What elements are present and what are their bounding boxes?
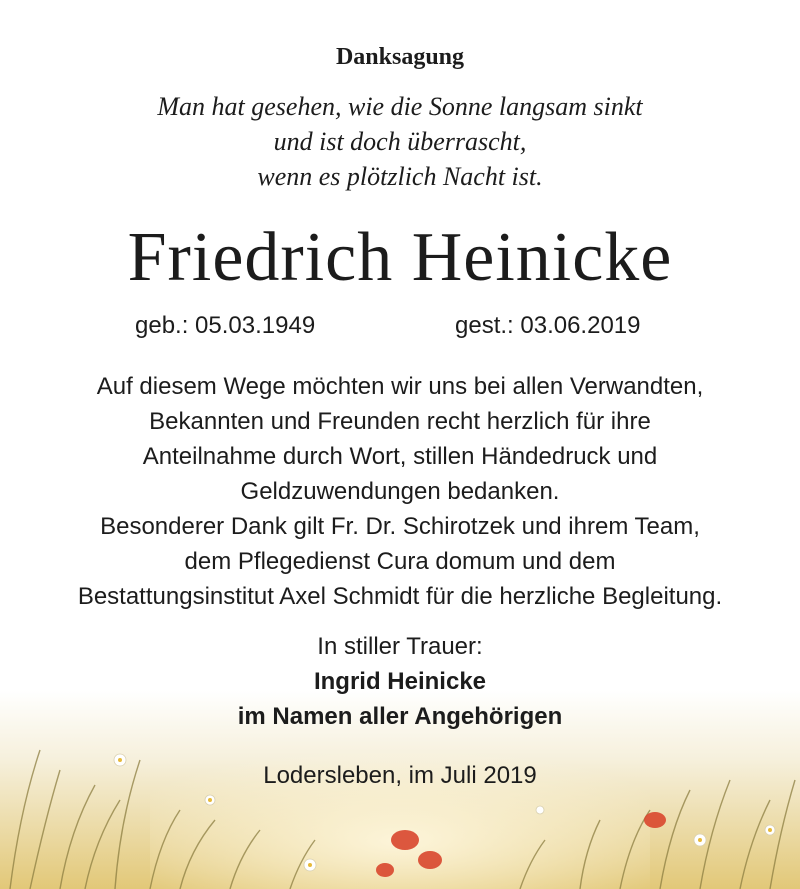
- birth-date: geb.: 05.03.1949: [135, 312, 316, 339]
- signer-name: Ingrid Heinicke: [313, 668, 487, 695]
- message-line-3: Anteilnahme durch Wort, stillen Händedruck und: [142, 443, 658, 470]
- signer-note: im Namen aller Angehörigen: [237, 703, 563, 730]
- message-line-6: dem Pflegedienst Cura domum und dem: [184, 548, 616, 575]
- message-line-1: Auf diesem Wege möchten wir uns bei allen Verwandten,: [96, 373, 704, 400]
- death-date: gest.: 03.06.2019: [455, 312, 641, 339]
- message-line-2: Bekannten und Freunden recht herzlich für ihre: [149, 408, 651, 435]
- heading-title: Danksagung: [335, 44, 465, 70]
- message-line-5: Besonderer Dank gilt Fr. Dr. Schirotzek und ihrem Team,: [100, 513, 700, 540]
- quote-line-2: und ist doch überrascht,: [273, 127, 527, 156]
- deceased-name: Friedrich Heinicke: [127, 219, 673, 296]
- place-date: Lodersleben, im Juli 2019: [263, 762, 537, 789]
- message-line-4: Geldzuwendungen bedanken.: [240, 478, 560, 505]
- mourning-label: In stiller Trauer:: [317, 633, 483, 660]
- quote-line-3: wenn es plötzlich Nacht ist.: [257, 162, 543, 191]
- quote-line-1: Man hat gesehen, wie die Sonne langsam sinkt: [157, 92, 643, 121]
- message-line-7: Bestattungsinstitut Axel Schmidt für die herzliche Begleitung.: [77, 583, 723, 610]
